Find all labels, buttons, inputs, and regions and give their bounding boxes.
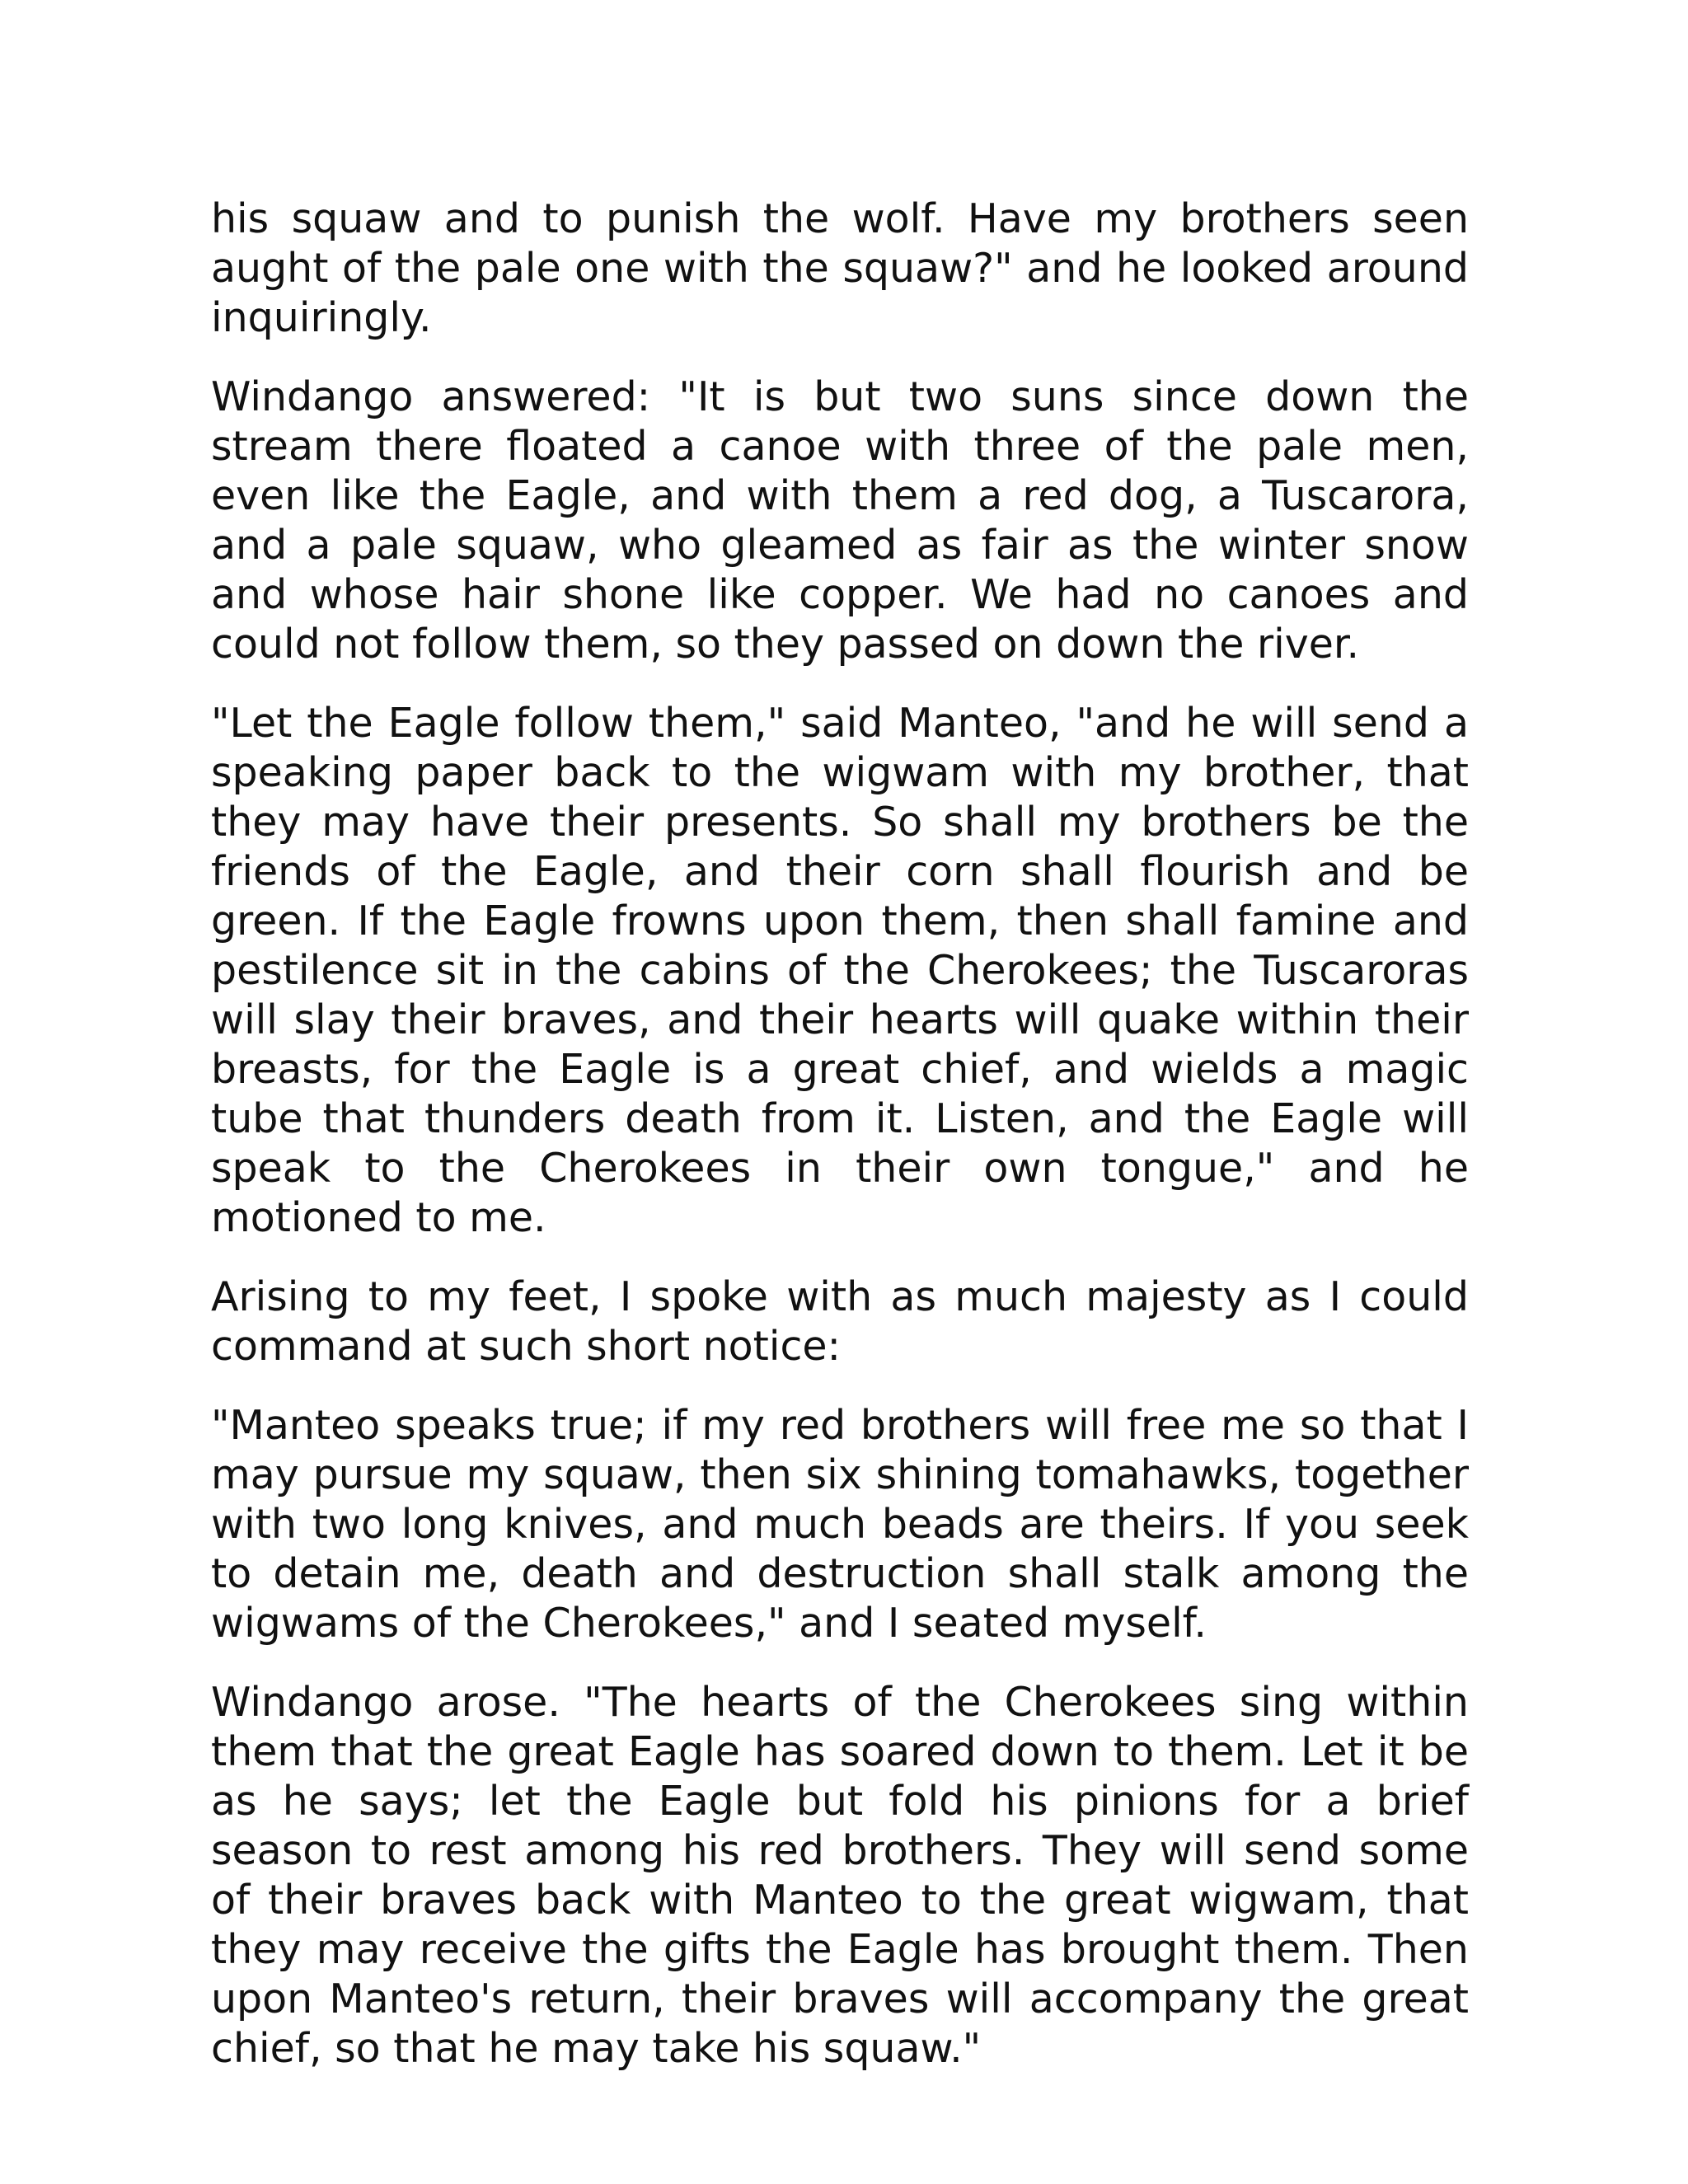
paragraph: his squaw and to punish the wolf. Have my brothers seen aught of the pale one with the squaw?" and he looked around inquiringly. — [211, 195, 1469, 341]
document-page — [211, 194, 1469, 2103]
paragraph: Arising to my feet, I spoke with as much majesty as I could command at such short notice: — [211, 1273, 1469, 1370]
paragraph: Windango arose. "The hearts of the Cherokees sing within them that the great Eagle has soared down to them. Let it be as he says; let the Eagle but fold his pinions for a brief season to rest among his red brothers. They will send some of their braves back with Manteo to the great wigwam, that they may receive the gifts the Eagle has brought them. Then upon Manteo's return, their braves will accompany the great chief, so that he may take his squaw." — [211, 1679, 1469, 2072]
paragraph: "Let the Eagle follow them," said Manteo, "and he will send a speaking paper back to the wigwam with my brother, that they may have their presents. So shall my brothers be the friends of the Eagle, and their corn shall flourish and be green. If the Eagle frowns upon them, then shall famine and pestilence sit in the cabins of the Cherokees; the Tuscaroras will slay their braves, and their hearts will quake within their breasts, for the Eagle is a great chief, and wields a magic tube that thunders death from it. Listen, and the Eagle will speak to the Cherokees in their own tongue," and he motioned to me. — [211, 700, 1469, 1241]
paragraph: Windango answered: "It is but two suns since down the stream there floated a canoe with three of the pale men, even like the Eagle, and with them a red dog, a Tuscarora, and a pale squaw, who gleamed as fair as the winter snow and whose hair shone like copper. We had no canoes and could not follow them, so they passed on down the river. — [211, 373, 1469, 668]
paragraph: "Manteo speaks true; if my red brothers will free me so that I may pursue my squaw, then six shining tomahawks, together with two long knives, and much beads are theirs. If you seek to detain me, death and destruction shall stalk among the wigwams of the Cherokees," and I seated myself. — [211, 1402, 1469, 1647]
